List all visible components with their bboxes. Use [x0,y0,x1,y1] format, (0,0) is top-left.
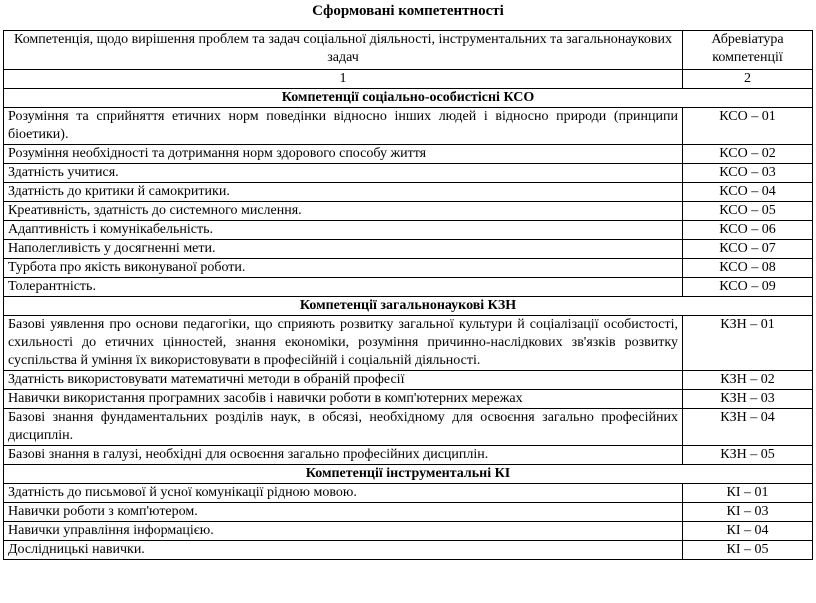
page-title: Сформовані компетентності [312,3,504,19]
competence-description: Адаптивність і комунікабельність. [4,221,683,240]
table-row [4,484,813,503]
competence-description: Базові уявлення про основи педагогіки, що сприяють розвитку загальної культури й соціалізації особистості, схильності до етичних цінностей, знання економіки, розуміння причинно-наслідкових зв'язків розвитку суспільства й уміння їх використовувати в професійній і соціальній діяльності. [4,316,683,371]
competence-description: Навички використання програмних засобів і навички роботи в комп'ютерних мережах [4,390,683,409]
table-row [4,316,813,371]
section-header-row [4,89,813,108]
section-header-row [4,465,813,484]
competence-description: Креативність, здатність до системного мислення. [4,202,683,221]
competence-code: КСО – 07 [683,240,813,259]
competence-code: КЗН – 02 [683,371,813,390]
competence-description: Здатність до критики й самокритики. [4,183,683,202]
table-row [4,259,813,278]
competence-code: КСО – 02 [683,145,813,164]
header-abbreviation: Абревіатура компетенції [683,31,813,70]
competence-code: КЗН – 04 [683,409,813,446]
table-row [4,390,813,409]
table-row [4,183,813,202]
table-row [4,278,813,297]
competence-code: КСО – 08 [683,259,813,278]
competence-description: Здатність до письмової й усної комунікації рідною мовою. [4,484,683,503]
competence-description: Наполегливість у досягненні мети. [4,240,683,259]
table-row [4,371,813,390]
competence-description: Базові знання в галузі, необхідні для освоєння загально професійних дисциплін. [4,446,683,465]
competence-description: Навички управління інформацією. [4,522,683,541]
competence-code: КСО – 03 [683,164,813,183]
table-row [4,522,813,541]
competence-code: КЗН – 03 [683,390,813,409]
table-row [4,240,813,259]
competence-code: КЗН – 05 [683,446,813,465]
competence-description: Навички роботи з комп'ютером. [4,503,683,522]
competence-code: КСО – 05 [683,202,813,221]
competence-code: КСО – 04 [683,183,813,202]
competence-code: КІ – 04 [683,522,813,541]
table-row [4,164,813,183]
competence-description: Базові знання фундаментальних розділів наук, в обсязі, необхідному для освоєння загально професійних дисциплін. [4,409,683,446]
numbering-row [4,70,813,89]
competence-description: Розуміння та сприйняття етичних норм поведінки відносно інших людей і відносно природи (принципи біоетики). [4,108,683,145]
section-header-row [4,297,813,316]
competence-code: КІ – 03 [683,503,813,522]
competence-code: КІ – 01 [683,484,813,503]
header-row [4,31,813,70]
competence-code: КСО – 01 [683,108,813,145]
competence-code: КСО – 09 [683,278,813,297]
competence-code: КІ – 05 [683,541,813,560]
section-title: Компетенції соціально-особистісні КСО [4,89,813,108]
header-competence: Компетенція, щодо вирішення проблем та задач соціальної діяльності, інструментальних та загальнонаукових задач [4,31,683,70]
table-row [4,202,813,221]
competence-code: КСО – 06 [683,221,813,240]
section-title: Компетенції інструментальні КІ [4,465,813,484]
competence-description: Турбота про якість виконуваної роботи. [4,259,683,278]
competence-description: Дослідницькі навички. [4,541,683,560]
table-row [4,221,813,240]
table-row [4,409,813,446]
column-number-1: 1 [4,70,683,89]
column-number-2: 2 [683,70,813,89]
table-row [4,145,813,164]
table-row [4,446,813,465]
competencies-table [3,30,813,560]
competence-description: Толерантність. [4,278,683,297]
table-row [4,503,813,522]
competence-code: КЗН – 01 [683,316,813,371]
competence-description: Розуміння необхідності та дотримання норм здорового способу життя [4,145,683,164]
table-row [4,108,813,145]
table-row [4,541,813,560]
section-title: Компетенції загальнонаукові КЗН [4,297,813,316]
competence-description: Здатність використовувати математичні методи в обраній професії [4,371,683,390]
competence-description: Здатність учитися. [4,164,683,183]
